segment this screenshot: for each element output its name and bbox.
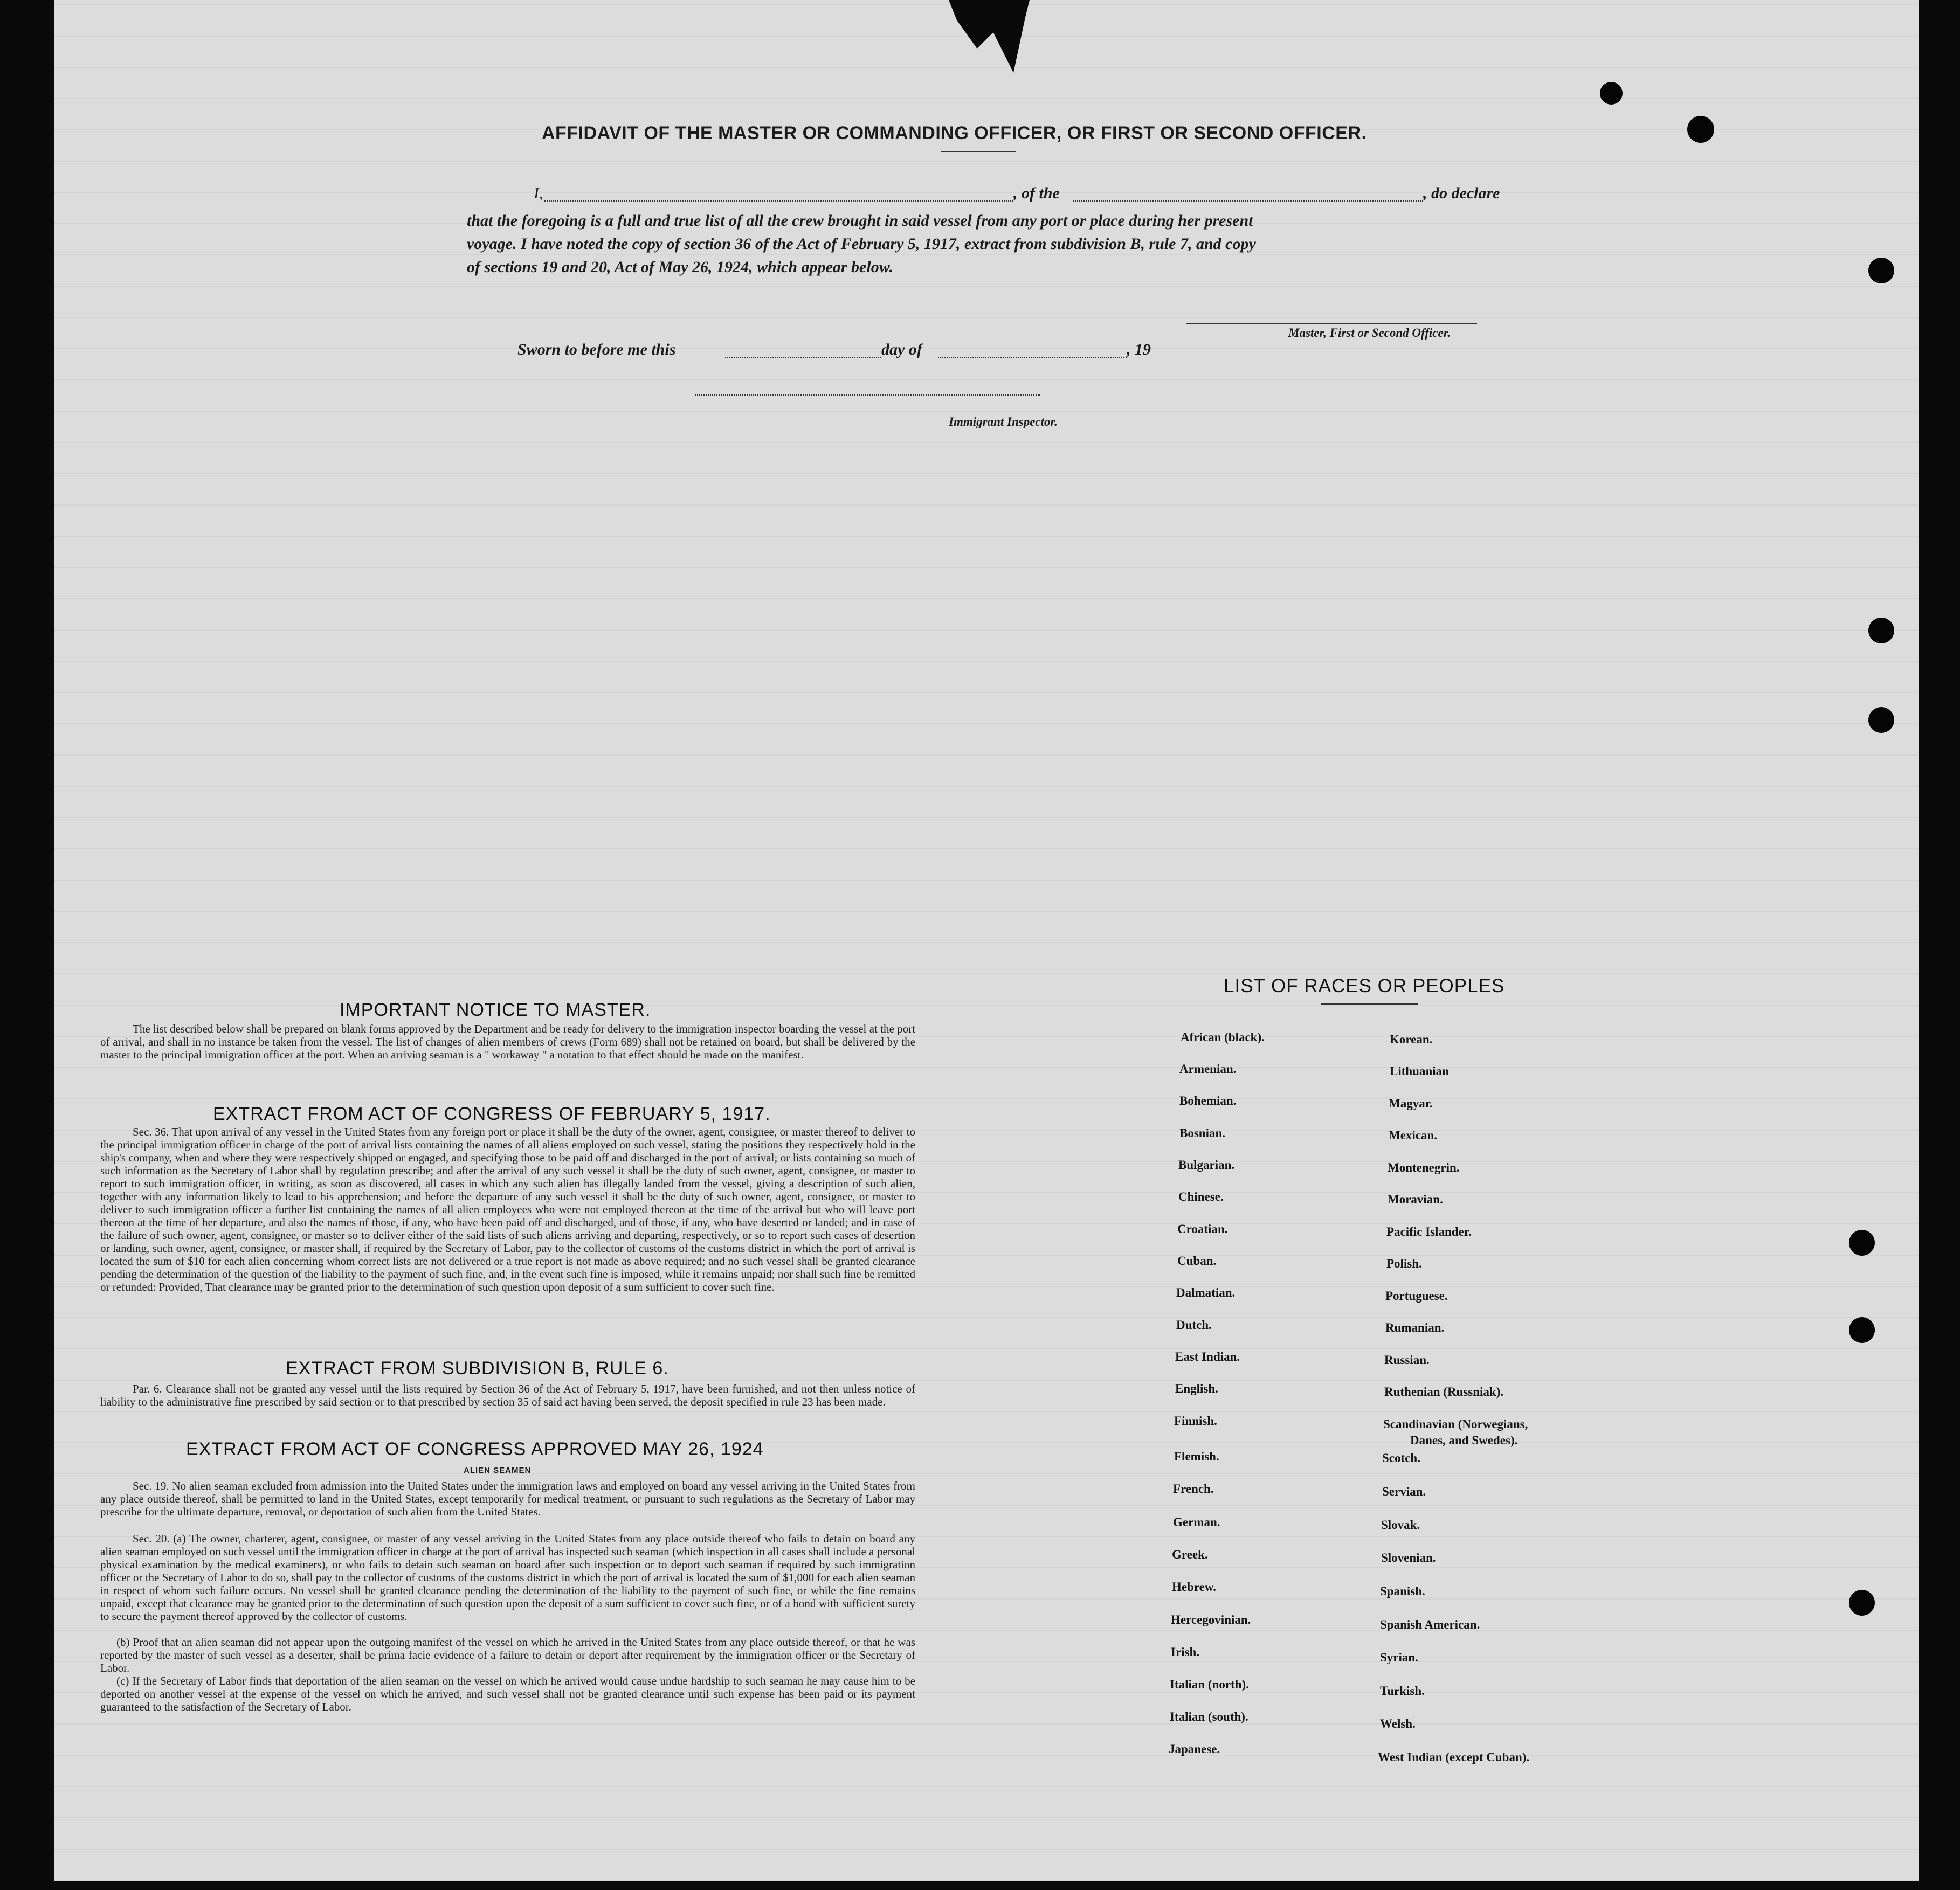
race-item: Spanish American.: [1380, 1618, 1480, 1631]
race-item: Japanese.: [1169, 1742, 1220, 1756]
extract-1917-title: EXTRACT FROM ACT OF CONGRESS OF FEBRUARY 5, 1917.: [213, 1104, 771, 1124]
sec20c-body: (c) If the Secretary of Labor finds that deportation of the alien seaman on the vessel on which he arrived would cause undue hardship to such seaman he may cause him to be deported on another vessel at the expense of the vessel on which he arrived, and such vessel shall not be granted clearance until such expense has been paid or its payment guaranteed to the satisfaction of the Secretary of Labor.: [100, 1674, 915, 1713]
race-item: Chinese.: [1178, 1190, 1224, 1203]
alien-seamen-subtitle: ALIEN SEAMEN: [464, 1466, 532, 1475]
race-item: Flemish.: [1174, 1450, 1219, 1463]
month-blank[interactable]: [938, 357, 1127, 358]
punch-hole: [1868, 258, 1894, 283]
race-item: Hercegovinian.: [1171, 1613, 1251, 1626]
race-item: Moravian.: [1388, 1193, 1443, 1206]
affidavit-body-line1: that the foregoing is a full and true list of all the crew brought in said vessel from any port or place during her present: [467, 212, 1253, 230]
race-item: Korean.: [1390, 1033, 1433, 1046]
race-item: Montenegrin.: [1388, 1161, 1460, 1174]
name-blank[interactable]: [544, 200, 1013, 202]
sworn-date-blank[interactable]: [725, 357, 881, 358]
year-label: , 19: [1127, 341, 1151, 358]
race-item: Ruthenian (Russniak).: [1384, 1385, 1504, 1399]
punch-hole: [1868, 618, 1894, 643]
day-of-label: day of: [881, 341, 922, 358]
sec19-body: Sec. 19. No alien seaman excluded from admission into the United States under the immigration laws and employed on board any vessel arriving in the United States from any place outside thereof, shall be permitted to land in the United States, except temporarily for medical treatment, or pursuant to such regulations as the Secretary of Labor may prescribe for the ultimate departure, removal, or deportation of such alien from the United States.: [100, 1479, 915, 1518]
extract-1924-title: EXTRACT FROM ACT OF CONGRESS APPROVED MAY 26, 1924: [186, 1439, 764, 1459]
master-caption: Master, First or Second Officer.: [1288, 326, 1451, 340]
race-item: Pacific Islander.: [1386, 1225, 1472, 1238]
race-item: Italian (north).: [1170, 1678, 1249, 1691]
race-item: Bulgarian.: [1178, 1158, 1235, 1172]
race-item: Croatian.: [1177, 1222, 1228, 1236]
race-item: Irish.: [1171, 1645, 1200, 1659]
race-item: Scotch.: [1382, 1451, 1420, 1465]
race-item: Greek.: [1172, 1548, 1208, 1561]
punch-hole: [1868, 707, 1894, 733]
affidavit-of-the: , of the: [1013, 184, 1060, 202]
race-item: African (black).: [1181, 1030, 1265, 1044]
race-item: Dalmatian.: [1176, 1286, 1236, 1299]
race-item: Rumanian.: [1385, 1321, 1445, 1334]
race-item: Syrian.: [1380, 1651, 1418, 1664]
affidavit-body-line3: of sections 19 and 20, Act of May 26, 1924, which appear below.: [467, 258, 894, 276]
races-title-underline: [1321, 1003, 1418, 1005]
race-item: Servian.: [1382, 1485, 1426, 1498]
race-item: German.: [1173, 1515, 1220, 1529]
race-item: Bosnian.: [1179, 1126, 1226, 1140]
race-item: Russian.: [1384, 1353, 1430, 1367]
punch-hole: [1849, 1230, 1875, 1256]
race-item: Portuguese.: [1385, 1289, 1448, 1303]
race-item: Magyar.: [1389, 1097, 1433, 1110]
race-item: Cuban.: [1177, 1254, 1217, 1268]
sec20a-body: Sec. 20. (a) The owner, charterer, agent, consignee, or master of any vessel arriving in the United States from any place outside thereof who fails to detain on board any alien seaman employed on such vessel until the immigration officer in charge at the port of arrival has inspected such seaman (which inspection in all cases shall include a personal physical examination by the medical examiners), or who fails to detain such seaman on board after such inspection or to deport such seaman if required by such immigration officer or the Secretary of Labor to do so, shall pay to the collector of customs of the customs district in which the port of arrival is located the sum of $1,000 for each alien seaman in respect of whom such failure occurs. No vessel shall be granted clearance pending the determination of the liability to the payment of such fine, or while the fine remains unpaid, except that clearance may be granted prior to the determination of such question upon the deposit of a sum sufficient to cover such fine, or of a bond with sufficient surety to secure the payment thereof approved by the collector of customs.: [100, 1532, 915, 1623]
notice-title: IMPORTANT NOTICE TO MASTER.: [340, 1000, 651, 1020]
inspector-caption: Immigrant Inspector.: [949, 415, 1058, 428]
race-item: Mexican.: [1389, 1129, 1438, 1142]
races-title: LIST OF RACES OR PEOPLES: [1224, 975, 1505, 996]
race-item: Lithuanian: [1390, 1064, 1449, 1078]
race-item: West Indian (except Cuban).: [1378, 1750, 1530, 1764]
signature-line[interactable]: [1186, 323, 1477, 324]
affidavit-do-declare: , do declare: [1423, 184, 1500, 202]
title-underline: [941, 151, 1016, 152]
affidavit-i-label: I,: [534, 184, 543, 202]
race-item: Slovak.: [1381, 1518, 1420, 1532]
punch-hole: [1600, 82, 1623, 105]
race-item: Slovenian.: [1381, 1551, 1436, 1564]
punch-hole: [1849, 1317, 1875, 1343]
inspector-signature-line[interactable]: [695, 394, 1040, 396]
race-item: Spanish.: [1380, 1584, 1425, 1598]
rule6-title: EXTRACT FROM SUBDIVISION B, RULE 6.: [286, 1358, 669, 1379]
sec20b-body: (b) Proof that an alien seaman did not appear upon the outgoing manifest of the vessel on which he arrived in the United States from any place outside thereof, or that he was reported by the master of such vessel as a deserter, shall be prima facie evidence of a failure to detain or deport after requirement by the immigration officer or the Secretary of Labor.: [100, 1636, 915, 1674]
race-item: East Indian.: [1175, 1350, 1240, 1363]
sworn-label: Sworn to before me this: [517, 341, 676, 358]
vessel-blank[interactable]: [1073, 200, 1423, 202]
race-item: Dutch.: [1176, 1318, 1212, 1332]
rule6-body: Par. 6. Clearance shall not be granted any vessel until the lists required by Section 36 of the Act of February 5, 1917, have been furnished, and not then unless notice of liability to the administrative fine prescribed by said section or to that prescribed by section 35 of said act having been served, the deposit specified in rule 23 has been made.: [100, 1382, 915, 1408]
race-item: Finnish.: [1174, 1414, 1217, 1428]
affidavit-title: AFFIDAVIT OF THE MASTER OR COMMANDING OFFICER, OR FIRST OR SECOND OFFICER.: [542, 123, 1367, 143]
race-item: Hebrew.: [1172, 1580, 1216, 1594]
punch-hole: [1687, 116, 1714, 143]
race-item: Polish.: [1386, 1257, 1422, 1270]
race-item: English.: [1175, 1382, 1218, 1395]
notice-body: The list described below shall be prepared on blank forms approved by the Department and be ready for delivery to the immigration inspector boarding the vessel at the port of arrival, and shall in no instance be taken from the vessel. The list of changes of alien members of crews (Form 689) shall not be retained on board, but shall be delivered by the master to the principal immigration officer at the port. When an arriving seaman is a " workaway " a notation to that effect should be made on the manifest.: [100, 1022, 915, 1061]
race-item: Welsh.: [1380, 1717, 1416, 1730]
race-item: Scandinavian (Norwegians,: [1383, 1417, 1528, 1431]
race-item: Armenian.: [1179, 1062, 1237, 1076]
punch-hole: [1849, 1590, 1875, 1616]
race-item: Bohemian.: [1179, 1094, 1237, 1107]
race-item: Danes, and Swedes).: [1410, 1434, 1518, 1447]
race-item: French.: [1173, 1482, 1214, 1496]
affidavit-body-line2: voyage. I have noted the copy of section 36 of the Act of February 5, 1917, extract from subdivision B, rule 7, and copy: [467, 235, 1256, 253]
extract-1917-body: Sec. 36. That upon arrival of any vessel in the United States from any foreign port or place it shall be the duty of the owner, agent, consignee, or master thereof to deliver to the principal immigration officer in charge of the port of arrival lists containing the names of all aliens employed on such vessel, stating the positions they respectively hold in the ship's company, when and where they were respectively shipped or engaged, and specifying those to be paid off and discharged in the port of arrival; or lists containing so much of such information as the Secretary of Labor shall by regulation prescribe; and after the arrival of any such vessel it shall be the duty of such owner, agent, consignee, or master to report to such immigration officer, in writing, as soon as discovered, all cases in which any such alien has illegally landed from the vessel, giving a description of such alien, together with any information likely to lead to his apprehension; and before the departure of any such vessel it shall be the duty of such owner, agent, consignee, or master to deliver to such immigration officer a further list containing the names of all alien employees who were not employed thereon at the time of the arrival but who will leave port thereon at the time of her departure, and also the names of those, if any, who have been paid off and discharged, and of those, if any, who have deserted or landed; and in case of the failure of such owner, agent, consignee, or master so to deliver either of the said lists of such aliens arriving and departing, respectively, or so to report such cases of desertion or landing, such owner, agent, consignee, or master shall, if required by the Secretary of Labor, pay to the collector of customs of the customs district in which the port of arrival is located the sum of $10 for each alien concerning whom correct lists are not delivered or a true report is not made as above required; and no such vessel shall be granted clearance pending the determination of the question of the liability to the payment of such fine, and, in the event such fine is imposed, while it remains unpaid; nor shall such fine be remitted or refunded: Provided, That clearance may be granted prior to the determination of such question upon deposit of a sum sufficient to cover such fine.: [100, 1125, 915, 1293]
race-item: Turkish.: [1380, 1684, 1425, 1698]
race-item: Italian (south).: [1170, 1710, 1248, 1723]
